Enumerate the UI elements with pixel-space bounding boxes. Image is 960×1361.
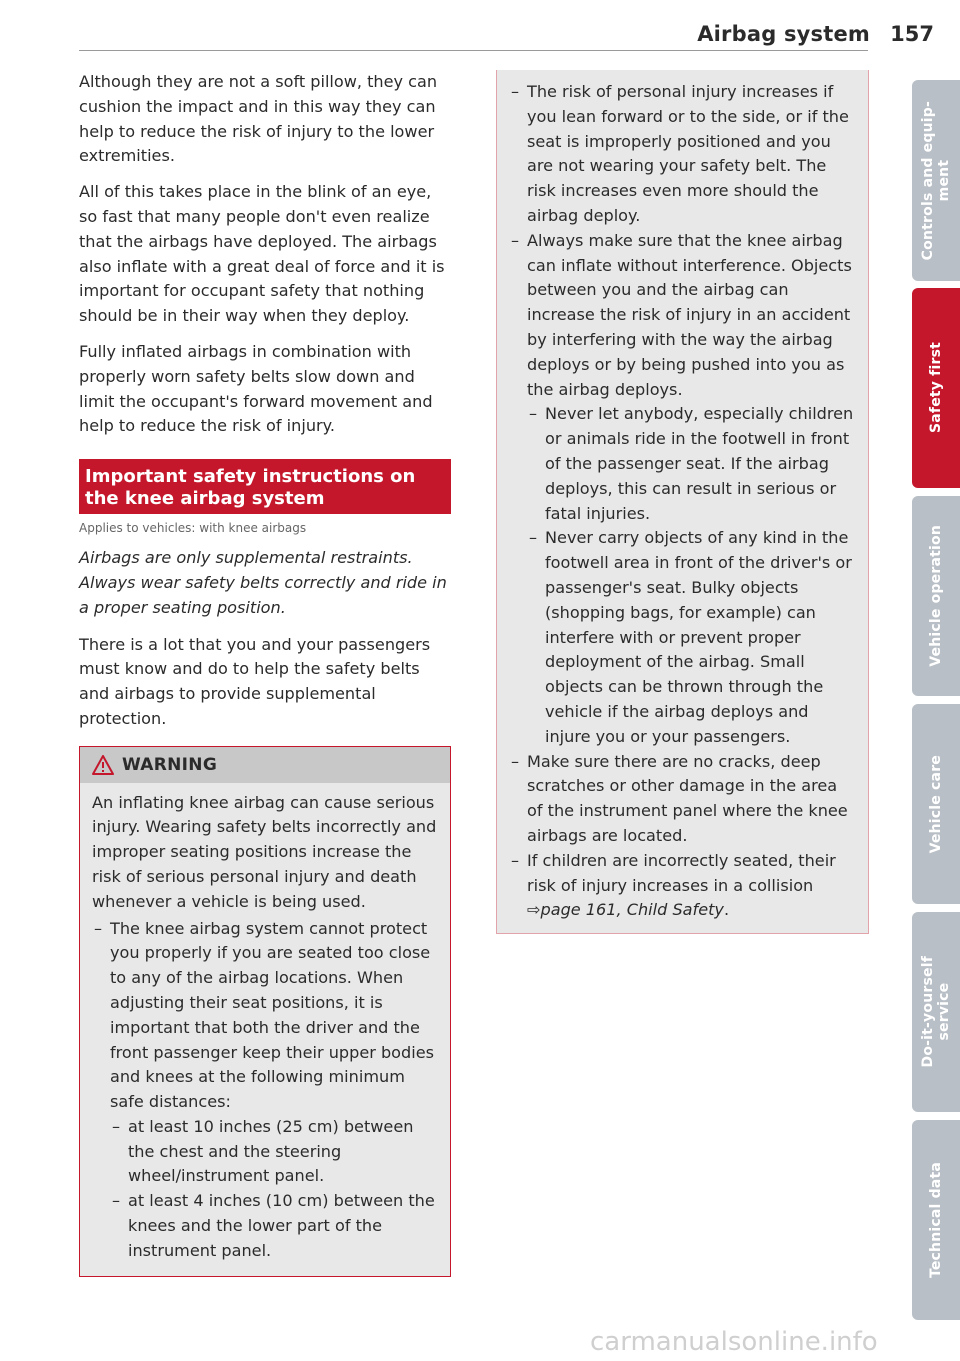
warning-list (92, 917, 438, 1264)
tab-vehicle-operation[interactable]: Vehicle operation (912, 496, 960, 696)
page-number: 157 (890, 22, 934, 46)
tab-vehicle-care[interactable]: Vehicle care (912, 704, 960, 904)
list-item (92, 917, 438, 1264)
list-item-text: Always make sure that the knee airbag can inflate without interference. Objects between you and the airbag can increase the risk of injury in an accident by interfering with the way the airbag deploys or by being pushed into you as the airbag deploys. (527, 230, 852, 399)
list-item: – Make sure there are no cracks, deep scratches or other damage in the area of the instrument panel where the knee airbags are located. (509, 750, 854, 849)
warning-body (80, 783, 450, 1276)
warning-list (509, 80, 854, 923)
link-period: . (723, 900, 730, 920)
section-heading: Important safety instructions on the knee airbag system (79, 459, 451, 514)
sub-list (110, 1115, 438, 1264)
warning-text: An inflating knee airbag can cause serious injury. Wearing safety belts incorrectly and improper seating positions increase the risk of serious personal injury and death whenever a vehicle is being used. (92, 792, 437, 911)
paragraph: Although they are not a soft pillow, they can cushion the impact and in this way they can help to reduce the risk of injury to the lower extremities. (79, 72, 438, 166)
warning-header (80, 747, 450, 783)
left-column (79, 70, 451, 1277)
sub-list-item: – Never let anybody, especially children or animals ride in the footwell in front of the passenger seat. If the airbag deploys, this can result in serious or fatal injuries. (527, 402, 854, 526)
page-reference-link[interactable]: ⇨page 161, Child Safety (527, 900, 724, 920)
intro-text: Airbags are only supplemental restraints. Always wear safety belts correctly and ride in a proper seating position. (79, 548, 447, 617)
list-item-text: The knee airbag system cannot protect you properly if you are seated too close to any of the airbag locations. When adjusting their seat positions, it is important that both the driver and the front passenger keep their upper bodies and knees at the following minimum safe distances: (110, 918, 434, 1112)
list-item: – The risk of personal injury increases if you lean forward or to the side, or if the seat is improperly positioned and you are not wearing your safety belt. The risk increases even more should the airbag deploy. (509, 80, 854, 229)
list-item-text: If children are incorrectly seated, their risk of injury increases in a collision (527, 850, 836, 895)
sub-list-item: – Never carry objects of any kind in the footwell area in front of the driver's or passenger's seat. Bulky objects (shopping bags, for example) can interfere with or prevent proper deployment of the airbag. Small objects can be thrown through the vehicle if the airbag deploys and injure you or your passengers. (527, 526, 854, 749)
tab-do-it-yourself-service[interactable]: Do-it-yourself service (912, 912, 960, 1112)
sub-list-item: – at least 4 inches (10 cm) between the knees and the lower part of the instrument panel. (110, 1189, 438, 1263)
chapter-title: Airbag system (697, 22, 870, 46)
paragraph: All of this takes place in the blink of an eye, so fast that many people don't even realize that the airbags have deployed. The airbags also inflate with a great deal of force and it is important for occupant safety that nothing should be in their way when they deploy. (79, 182, 445, 326)
list-item (509, 849, 854, 923)
warning-box (79, 746, 451, 1277)
header-rule (79, 50, 868, 51)
warning-label: WARNING (122, 754, 218, 775)
list-item (509, 229, 854, 750)
applies-to-note: Applies to vehicles: with knee airbags (79, 521, 307, 536)
tab-safety-first[interactable]: Safety first (912, 288, 960, 488)
warning-triangle-icon (92, 755, 114, 775)
body-text: There is a lot that you and your passengers must know and do to help the safety belts and airbags to provide supplemental protection. (79, 634, 431, 728)
sub-list-item: – at least 10 inches (25 cm) between the chest and the steering wheel/instrument panel. (110, 1115, 438, 1189)
tab-controls-and-equipment[interactable]: Controls and equip- ment (912, 80, 960, 281)
sub-list (527, 402, 854, 749)
paragraph: Fully inflated airbags in combination with properly worn safety belts slow down and limit the occupant's forward movement and help to reduce the risk of injury. (79, 341, 433, 436)
right-column (496, 70, 869, 934)
tab-technical-data[interactable]: Technical data (912, 1120, 960, 1320)
warning-continued-box (496, 70, 869, 934)
watermark: carmanualsonline.info (590, 1327, 878, 1357)
